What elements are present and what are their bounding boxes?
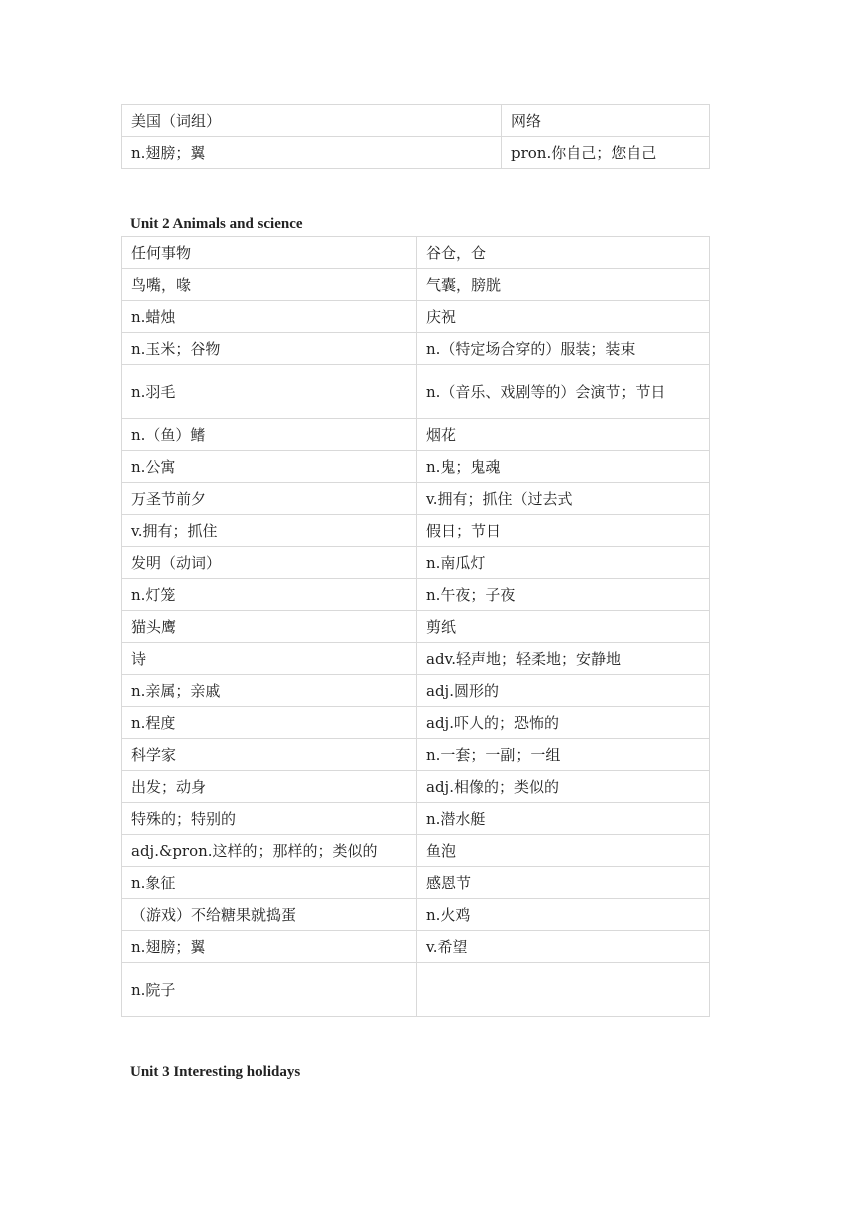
table-row xyxy=(122,333,710,365)
table-cell-chinese-right: adj.吓人的；恐怖的 xyxy=(417,707,710,739)
table-cell-chinese-left: v.拥有；抓住 xyxy=(122,515,417,547)
table-cell-chinese-left: 发明（动词） xyxy=(122,547,417,579)
table-row xyxy=(122,771,710,803)
table-cell-chinese-left: 科学家 xyxy=(122,739,417,771)
table-cell-chinese-left: （游戏）不给糖果就捣蛋 xyxy=(122,899,417,931)
table-row xyxy=(122,899,710,931)
table-cell-chinese-left: 万圣节前夕 xyxy=(122,483,417,515)
table-cell-chinese-right: adv.轻声地；轻柔地；安静地 xyxy=(417,643,710,675)
table-row xyxy=(122,365,710,419)
table-cell-chinese-right xyxy=(417,963,710,1017)
table-cell-chinese-right: adj.圆形的 xyxy=(417,675,710,707)
table-cell-chinese-left: 任何事物 xyxy=(122,237,417,269)
table-row xyxy=(122,483,710,515)
table-cell-chinese-right: 谷仓，仓 xyxy=(417,237,710,269)
table-cell-chinese-left: n.羽毛 xyxy=(122,365,417,419)
table-row xyxy=(122,739,710,771)
table-cell-chinese-right: n.一套；一副；一组 xyxy=(417,739,710,771)
table-cell-chinese-right: n.午夜；子夜 xyxy=(417,579,710,611)
table-cell-chinese-right: 庆祝 xyxy=(417,301,710,333)
table-cell-chinese-right: v.拥有；抓住（过去式 xyxy=(417,483,710,515)
table-cell-chinese-left: n.亲属；亲戚 xyxy=(122,675,417,707)
table-row xyxy=(122,547,710,579)
table-cell-chinese-left: n.程度 xyxy=(122,707,417,739)
table-row xyxy=(122,137,710,169)
table-cell-chinese-left: adj.&pron.这样的；那样的；类似的 xyxy=(122,835,417,867)
table-cell-chinese-right: n.（音乐、戏剧等的）会演节；节日 xyxy=(417,365,710,419)
table-row xyxy=(122,867,710,899)
table-cell-chinese-left: 特殊的；特别的 xyxy=(122,803,417,835)
table-cell-chinese-left: 鸟嘴，喙 xyxy=(122,269,417,301)
table-cell-chinese-right: n.火鸡 xyxy=(417,899,710,931)
table-cell-chinese-left: n.（鱼）鳍 xyxy=(122,419,417,451)
table-row xyxy=(122,835,710,867)
table-cell-chinese-right: 网络 xyxy=(502,105,710,137)
table-cell-chinese-left: 出发；动身 xyxy=(122,771,417,803)
table-row xyxy=(122,643,710,675)
table-row xyxy=(122,611,710,643)
table-cell-chinese-left: n.蜡烛 xyxy=(122,301,417,333)
table-cell-chinese-left: n.公寓 xyxy=(122,451,417,483)
table-cell-chinese-right: adj.相像的；类似的 xyxy=(417,771,710,803)
table-cell-chinese-left: 猫头鹰 xyxy=(122,611,417,643)
table-row xyxy=(122,269,710,301)
table-cell-chinese-left: n.玉米；谷物 xyxy=(122,333,417,365)
table-cell-chinese-right: v.希望 xyxy=(417,931,710,963)
table-cell-chinese-right: 烟花 xyxy=(417,419,710,451)
table-cell-chinese-left: n.灯笼 xyxy=(122,579,417,611)
table-row xyxy=(122,105,710,137)
table-row xyxy=(122,579,710,611)
table-row xyxy=(122,515,710,547)
table-row xyxy=(122,931,710,963)
table-cell-chinese-right: n.（特定场合穿的）服装；装束 xyxy=(417,333,710,365)
table-cell-chinese-left: n.院子 xyxy=(122,963,417,1017)
table-cell-chinese-right: 气囊，膀胱 xyxy=(417,269,710,301)
table-cell-chinese-right: n.潜水艇 xyxy=(417,803,710,835)
unit2-heading: Unit 2 Animals and science xyxy=(130,216,303,232)
table-row xyxy=(122,451,710,483)
table-cell-chinese-right: 假日；节日 xyxy=(417,515,710,547)
table-row xyxy=(122,707,710,739)
unit3-heading: Unit 3 Interesting holidays xyxy=(130,1064,301,1080)
table-row xyxy=(122,963,710,1017)
table-cell-chinese-right: pron.你自己；您自己 xyxy=(502,137,710,169)
table-cell-chinese-right: n.南瓜灯 xyxy=(417,547,710,579)
table-cell-chinese-left: n.象征 xyxy=(122,867,417,899)
table-cell-chinese-left: n.翅膀；翼 xyxy=(122,931,417,963)
table-cell-chinese-right: 剪纸 xyxy=(417,611,710,643)
table-row xyxy=(122,301,710,333)
table-cell-chinese-right: n.鬼；鬼魂 xyxy=(417,451,710,483)
table-row xyxy=(122,675,710,707)
vocab-table-unit2 xyxy=(121,236,710,1017)
table-cell-chinese-left: n.翅膀；翼 xyxy=(122,137,502,169)
table-cell-chinese-left: 诗 xyxy=(122,643,417,675)
table-row xyxy=(122,419,710,451)
table-cell-chinese-left: 美国（词组） xyxy=(122,105,502,137)
table-cell-chinese-right: 感恩节 xyxy=(417,867,710,899)
table-row xyxy=(122,803,710,835)
table-cell-chinese-right: 鱼泡 xyxy=(417,835,710,867)
vocab-table-1 xyxy=(121,104,710,169)
table-row xyxy=(122,237,710,269)
